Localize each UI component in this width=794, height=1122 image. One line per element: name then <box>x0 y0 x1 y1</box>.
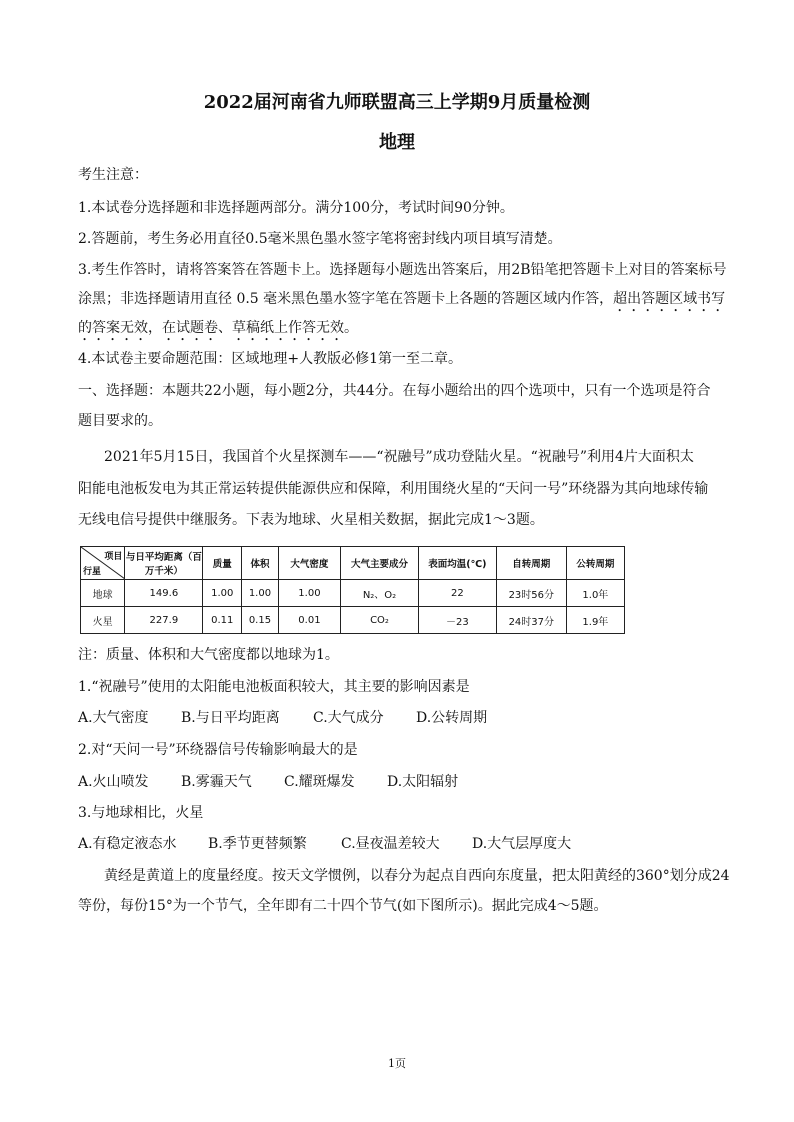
option-b[interactable]: B.季节更替频繁 <box>208 836 307 852</box>
option-c[interactable]: C.耀斑爆发 <box>284 774 355 790</box>
table-cell: CO₂ <box>341 607 419 634</box>
table-cell: 0.01 <box>278 607 340 634</box>
option-a[interactable]: A.大气密度 <box>78 710 149 726</box>
notice-item-3-line-3: 的答案无效，在试题卷、草稿纸上作答无效。 <box>78 320 358 336</box>
subject-title: 地理 <box>379 132 415 153</box>
page-number: 1页 <box>388 1057 406 1070</box>
table-cell: 23时56分 <box>496 580 566 607</box>
option-d[interactable]: D.公转周期 <box>416 710 488 726</box>
table-header-cell: 大气主要成分 <box>341 547 419 580</box>
question-1-stem: 1.“祝融号”使用的太阳能电池板面积较大，其主要的影响因素是 <box>78 679 470 695</box>
option-c[interactable]: C.昼夜温差较大 <box>341 836 440 852</box>
table-header-cell: 大气密度 <box>278 547 340 580</box>
notice-item-4: 4.本试卷主要命题范围：区域地理+人教版必修1第一至二章。 <box>78 351 462 367</box>
notice-item-2: 2.答题前，考生务必用直径0.5毫米黑色墨水签字笔将密封线内项目填写清楚。 <box>78 231 562 247</box>
table-cell: 1.00 <box>242 580 279 607</box>
table-cell: 1.00 <box>278 580 340 607</box>
planet-data-table <box>80 546 625 634</box>
notice-item-3-line-1: 3.考生作答时，请将答案答在答题卡上。选择题每小题选出答案后，用2B铅笔把答题卡上对目的答案标号 <box>78 262 727 278</box>
table-cell: 1.00 <box>203 580 242 607</box>
table-cell: 149.6 <box>125 580 203 607</box>
option-c[interactable]: C.大气成分 <box>313 710 384 726</box>
option-a[interactable]: A.有稳定液态水 <box>78 836 177 852</box>
passage-2-line-2: 等份，每份15°为一个节气，全年即有二十四个节气(如下图所示)。据此完成4～5题。 <box>78 898 608 914</box>
section-1-line-1: 一、选择题：本题共22小题，每小题2分，共44分。在每小题给出的四个选项中，只有一个选项是符合 <box>78 383 711 399</box>
table-header-row <box>81 547 625 580</box>
table-header-cell: 表面均温(℃) <box>418 547 496 580</box>
table-cell: 24时37分 <box>496 607 566 634</box>
passage-1-line-2: 阳能电池板发电为其正常运转提供能源供应和保障，利用围绕火星的“天问一号”环绕器为其向地球传输 <box>78 481 709 497</box>
question-2-stem: 2.对“天问一号”环绕器信号传输影响最大的是 <box>78 742 358 758</box>
passage-1-line-1: 2021年5月15日，我国首个火星探测车——“祝融号”成功登陆火星。“祝融号”利用4片大面积太 <box>104 449 694 465</box>
option-a[interactable]: A.火山喷发 <box>78 774 149 790</box>
option-b[interactable]: B.雾霾天气 <box>181 774 252 790</box>
table-cell: 1.9年 <box>566 607 624 634</box>
notice-item-1: 1.本试卷分选择题和非选择题两部分。满分100分，考试时间90分钟。 <box>78 200 514 216</box>
corner-label-bottom: 行星 <box>83 567 102 577</box>
table-cell: 0.11 <box>203 607 242 634</box>
table-row <box>81 580 625 607</box>
corner-label-top: 项目 <box>104 552 123 562</box>
table-header-cell: 自转周期 <box>496 547 566 580</box>
option-b[interactable]: B.与日平均距离 <box>181 710 280 726</box>
table-row-label: 地球 <box>81 580 125 607</box>
table-header-cell: 质量 <box>203 547 242 580</box>
table-corner-cell <box>81 547 125 580</box>
notice-emphasis-text: 超出答题区域书写 <box>613 291 726 307</box>
page-title: 2022届河南省九师联盟高三上学期9月质量检测 <box>203 92 591 113</box>
notice-heading: 考生注意： <box>78 167 148 183</box>
table-cell: 1.0年 <box>566 580 624 607</box>
notice-item-3-line-2 <box>78 289 726 315</box>
table-cell: 22 <box>418 580 496 607</box>
table-cell: 0.15 <box>242 607 279 634</box>
table-header-cell: 公转周期 <box>566 547 624 580</box>
table-row <box>81 607 625 634</box>
question-3-stem: 3.与地球相比，火星 <box>78 805 204 821</box>
table-cell: －23 <box>418 607 496 634</box>
section-1-line-2: 题目要求的。 <box>78 413 162 429</box>
option-d[interactable]: D.大气层厚度大 <box>472 836 572 852</box>
passage-1-line-3: 无线电信号提供中继服务。下表为地球、火星相关数据，据此完成1～3题。 <box>78 512 544 528</box>
notice-plain-text: 涂黑；非选择题请用直径 0.5 毫米黑色墨水签字笔在答题卡上各题的答题区域内作答， <box>78 291 614 307</box>
option-d[interactable]: D.太阳辐射 <box>387 774 459 790</box>
table-cell: N₂、O₂ <box>341 580 419 607</box>
table-cell: 227.9 <box>125 607 203 634</box>
table-note: 注：质量、体积和大气密度都以地球为1。 <box>78 647 339 663</box>
table-row-label: 火星 <box>81 607 125 634</box>
table-header-cell: 与日平均距离（百万千米） <box>125 547 203 580</box>
passage-2-line-1: 黄经是黄道上的度量经度。按天文学惯例，以春分为起点自西向东度量，把太阳黄经的360°划分成24 <box>104 868 730 884</box>
table-header-cell: 体积 <box>242 547 279 580</box>
